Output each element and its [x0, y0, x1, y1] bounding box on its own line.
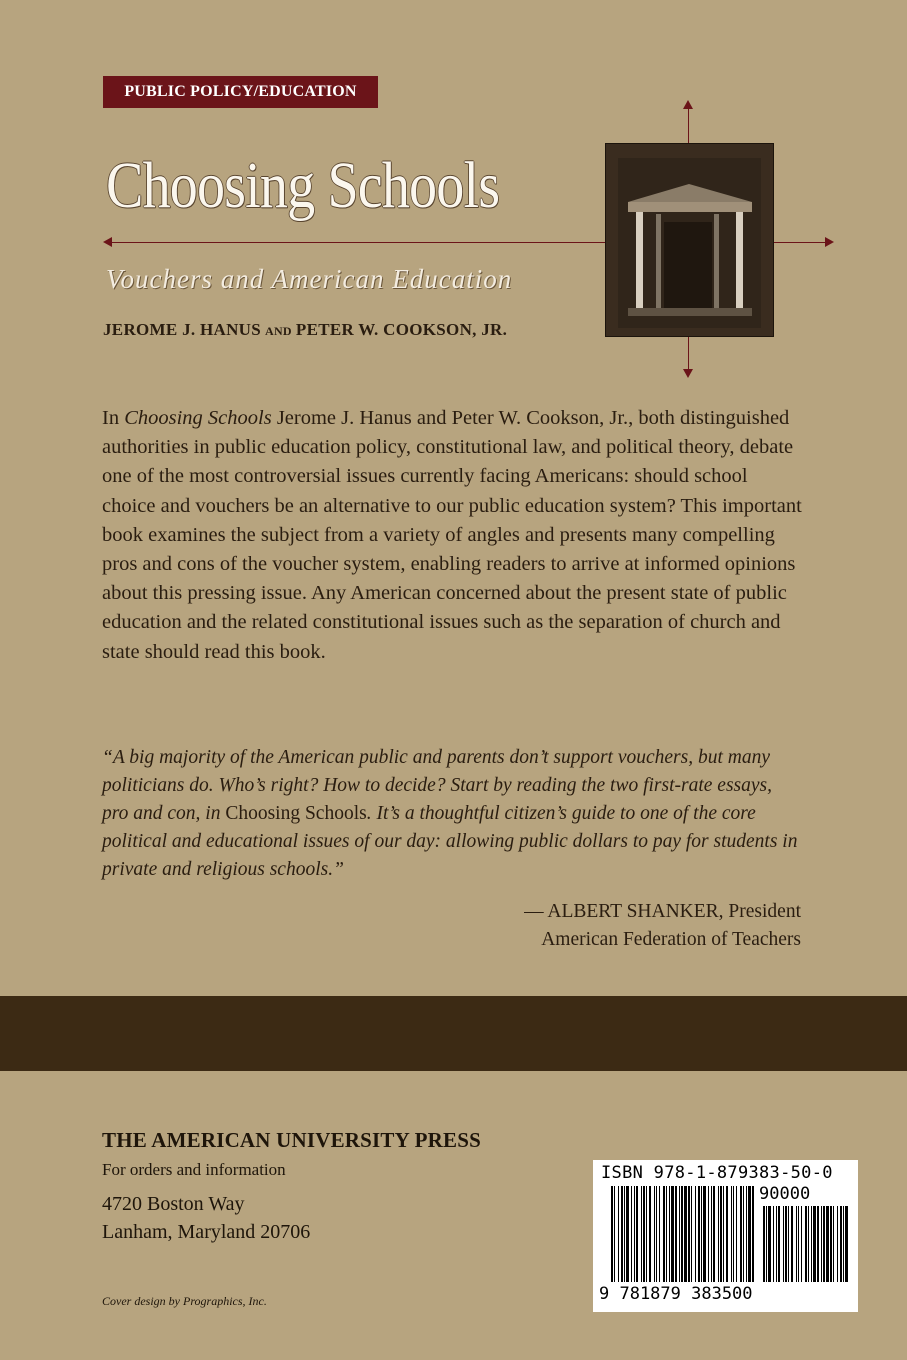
description-book-title: Choosing Schools: [124, 407, 272, 429]
barcode-bar: [723, 1186, 724, 1282]
attribution-line-1: — ALBERT SHANKER, President: [524, 901, 801, 922]
addon-bar: [826, 1206, 829, 1282]
addon-bar: [776, 1206, 777, 1282]
barcode-bar: [731, 1186, 732, 1282]
addon-bar: [801, 1206, 802, 1282]
barcode-bar: [624, 1186, 625, 1282]
barcode-bar: [621, 1186, 623, 1282]
barcode-bar: [713, 1186, 715, 1282]
quote-attribution: [524, 898, 801, 954]
addon-bar: [788, 1206, 789, 1282]
addon-bar: [783, 1206, 784, 1282]
price-addon: 90000: [759, 1184, 811, 1204]
publisher-address: [102, 1190, 310, 1246]
cover-design-credit: Cover design by Prographics, Inc.: [102, 1294, 267, 1308]
barcode-bar: [695, 1186, 696, 1282]
addon-bar: [805, 1206, 807, 1282]
author-2: PETER W. COOKSON, JR.: [295, 320, 508, 339]
arrow-up-icon: [683, 100, 693, 109]
barcode-bar: [752, 1186, 754, 1282]
barcode-bar: [708, 1186, 709, 1282]
barcode-bar: [626, 1186, 629, 1282]
barcode-bar: [631, 1186, 632, 1282]
barcode-bar: [641, 1186, 642, 1282]
quote-part-1: “A big majority of the American public and parents don’t support vouchers, but many politicians do. Who’s right? How to decide? Start by reading the two first-rate essays, pro and con, in: [102, 747, 773, 824]
author-1: JEROME J. HANUS: [103, 320, 261, 339]
barcode-bar: [671, 1186, 674, 1282]
barcode-bar: [698, 1186, 700, 1282]
barcode-bar: [659, 1186, 660, 1282]
arrow-right-icon: [825, 237, 834, 247]
barcode-bar: [681, 1186, 683, 1282]
addon-bar: [778, 1206, 780, 1282]
description-intro: In: [102, 407, 125, 429]
barcode-bar: [703, 1186, 706, 1282]
barcode-bar: [718, 1186, 719, 1282]
barcode-bar: [666, 1186, 667, 1282]
ean-number: 9 781879 383500: [599, 1284, 753, 1304]
barcode-bar: [656, 1186, 657, 1282]
barcode-bar: [711, 1186, 712, 1282]
barcode-bar: [649, 1186, 651, 1282]
barcode-bar: [675, 1186, 677, 1282]
barcode-bar: [743, 1186, 744, 1282]
addon-bar: [791, 1206, 793, 1282]
isbn-number: ISBN 978-1-879383-50-0: [601, 1163, 833, 1183]
barcode-bar: [748, 1186, 751, 1282]
publisher-name: THE AMERICAN UNIVERSITY PRESS: [102, 1128, 482, 1152]
endorsement-quote: [102, 744, 802, 884]
addon-bar: [845, 1206, 848, 1282]
addon-bar: [840, 1206, 842, 1282]
barcode-bar: [746, 1186, 747, 1282]
addon-bar: [808, 1206, 809, 1282]
addon-bar: [843, 1206, 844, 1282]
barcode-bar: [740, 1186, 742, 1282]
barcode-bar: [733, 1186, 734, 1282]
barcode: [593, 1160, 858, 1312]
addon-bar: [817, 1206, 819, 1282]
barcode-bar: [646, 1186, 647, 1282]
barcode-bar: [611, 1186, 613, 1282]
addon-bar: [798, 1206, 799, 1282]
barcode-bar: [691, 1186, 692, 1282]
addon-bar: [830, 1206, 832, 1282]
building-illustration: [606, 144, 773, 336]
addon-bar: [821, 1206, 822, 1282]
barcode-bar: [726, 1186, 728, 1282]
barcode-bar: [736, 1186, 737, 1282]
addon-bar: [837, 1206, 838, 1282]
addon-bar: [833, 1206, 834, 1282]
barcode-bar: [618, 1186, 619, 1282]
description-body: Jerome J. Hanus and Peter W. Cookson, Jr., both distinguished authorities in public education policy, constitutional law, and political theory, debate one of the most controversial issues currently facing Americans: should school choice and vouchers be an alternative to our public education system? This important book examines the subject from a variety of angles and presents many compelling pros and cons of the voucher system, enabling readers to arrive at informed opinions about this pressing issue. Any American concerned about the present state of public education and the related constitutional issues such as the separation of church and state should read this book.: [102, 407, 802, 663]
author-line: [103, 320, 507, 340]
barcode-bar: [634, 1186, 635, 1282]
book-subtitle: Vouchers and American Education: [106, 264, 513, 294]
building-photo: [605, 143, 774, 337]
barcode-bar: [679, 1186, 680, 1282]
arrow-left-icon: [103, 237, 112, 247]
addon-bar: [766, 1206, 767, 1282]
barcode-bar: [669, 1186, 670, 1282]
book-description: [102, 404, 802, 667]
addon-bar: [768, 1206, 771, 1282]
barcode-bar: [636, 1186, 638, 1282]
addon-bar: [785, 1206, 787, 1282]
addon-bar: [796, 1206, 797, 1282]
category-label: PUBLIC POLICY/EDUCATION: [103, 76, 378, 108]
barcode-bar: [654, 1186, 655, 1282]
barcode-bar: [614, 1186, 615, 1282]
addon-bar: [823, 1206, 825, 1282]
addon-bar: [773, 1206, 774, 1282]
barcode-bar: [684, 1186, 687, 1282]
barcode-bar: [720, 1186, 722, 1282]
barcode-bar: [688, 1186, 690, 1282]
orders-label: For orders and information: [102, 1160, 286, 1179]
attribution-line-2: American Federation of Teachers: [541, 929, 801, 950]
address-line-2: Lanham, Maryland 20706: [102, 1221, 311, 1243]
barcode-bar: [643, 1186, 645, 1282]
quote-part-2: . It’s a thoughtful citizen’s guide to one of the core political and educational issues of our day: allowing public dollars to pay for students in private and religious schools.”: [102, 803, 798, 880]
address-line-1: 4720 Boston Way: [102, 1193, 245, 1215]
barcode-bar: [701, 1186, 702, 1282]
author-conjunction: AND: [264, 324, 292, 338]
addon-bar: [811, 1206, 812, 1282]
addon-bar: [813, 1206, 816, 1282]
arrow-down-icon: [683, 369, 693, 378]
addon-bar: [763, 1206, 765, 1282]
divider-band: [0, 996, 907, 1071]
barcode-bar: [663, 1186, 665, 1282]
book-title: Choosing Schools: [106, 149, 500, 222]
quote-book-title: Choosing Schools: [225, 803, 367, 824]
